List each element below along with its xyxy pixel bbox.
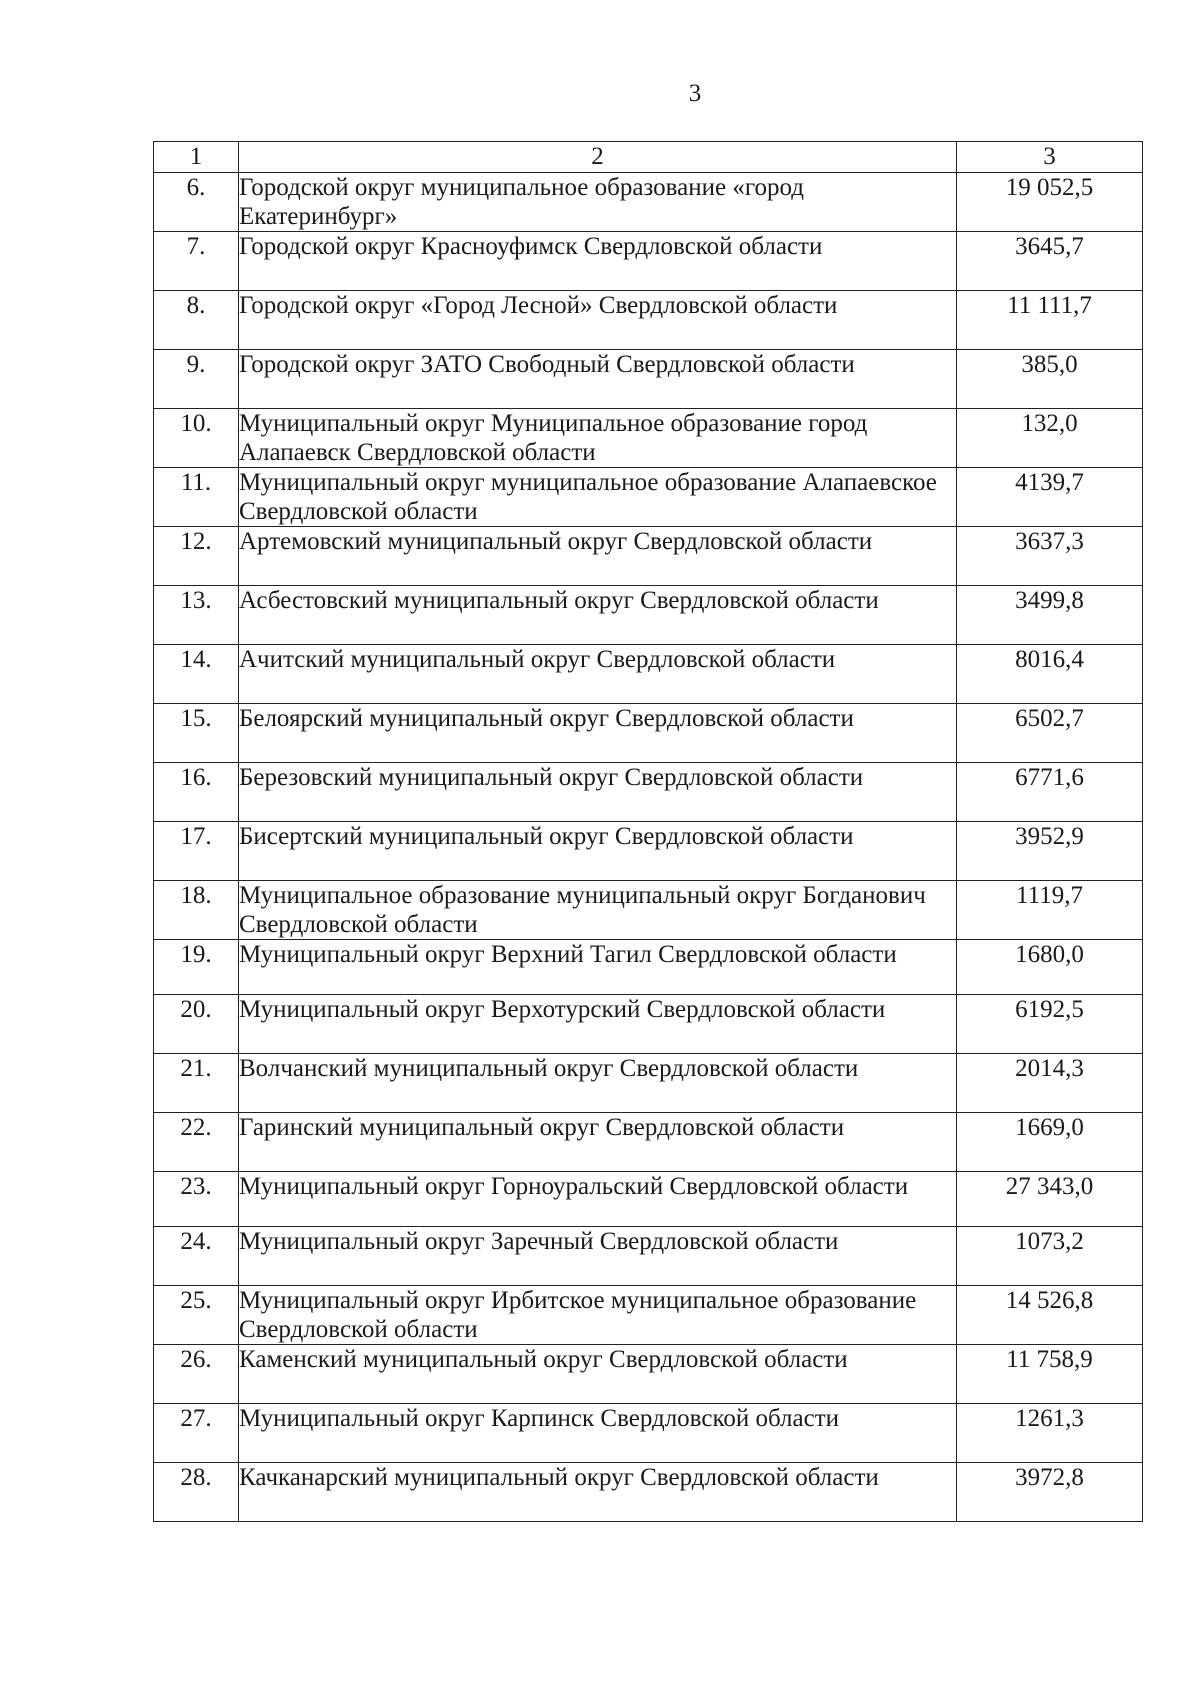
row-number: 15.: [154, 704, 239, 763]
municipality-name: Городской округ Красноуфимск Свердловской области: [239, 232, 957, 291]
municipality-name: Березовский муниципальный округ Свердловской области: [239, 763, 957, 822]
municipality-name: Муниципальный округ Ирбитское муниципальное образование Свердловской области: [239, 1286, 957, 1345]
amount-value: 11 758,9: [957, 1345, 1143, 1404]
column-header-2: 2: [239, 142, 957, 173]
municipality-name: Качканарский муниципальный округ Свердловской области: [239, 1463, 957, 1522]
amount-value: 8016,4: [957, 645, 1143, 704]
municipality-name: Артемовский муниципальный округ Свердловской области: [239, 527, 957, 586]
table-row: [154, 409, 1143, 468]
row-number: 9.: [154, 350, 239, 409]
row-number: 12.: [154, 527, 239, 586]
amount-value: 1119,7: [957, 881, 1143, 940]
amount-value: 3499,8: [957, 586, 1143, 645]
table-row: [154, 822, 1143, 881]
table-row: [154, 763, 1143, 822]
table-row: [154, 1463, 1143, 1522]
table-row: [154, 995, 1143, 1054]
municipality-name: Волчанский муниципальный округ Свердловской области: [239, 1054, 957, 1113]
municipality-name: Муниципальный округ Муниципальное образование город Алапаевск Свердловской области: [239, 409, 957, 468]
row-number: 7.: [154, 232, 239, 291]
amount-value: 3645,7: [957, 232, 1143, 291]
table-row: [154, 350, 1143, 409]
row-number: 23.: [154, 1172, 239, 1227]
row-number: 8.: [154, 291, 239, 350]
allocation-table: [153, 141, 1143, 1522]
amount-value: 1680,0: [957, 940, 1143, 995]
row-number: 20.: [154, 995, 239, 1054]
amount-value: 6502,7: [957, 704, 1143, 763]
amount-value: 14 526,8: [957, 1286, 1143, 1345]
municipality-name: Муниципальный округ Горноуральский Свердловской области: [239, 1172, 957, 1227]
row-number: 18.: [154, 881, 239, 940]
municipality-name: Гаринский муниципальный округ Свердловской области: [239, 1113, 957, 1172]
table-row: [154, 1113, 1143, 1172]
table-row: [154, 1054, 1143, 1113]
table-row: [154, 586, 1143, 645]
row-number: 25.: [154, 1286, 239, 1345]
amount-value: 27 343,0: [957, 1172, 1143, 1227]
municipality-name: Муниципальный округ Заречный Свердловской области: [239, 1227, 957, 1286]
row-number: 24.: [154, 1227, 239, 1286]
municipality-name: Муниципальный округ Карпинск Свердловской области: [239, 1404, 957, 1463]
row-number: 28.: [154, 1463, 239, 1522]
municipality-name: Муниципальный округ Верхотурский Свердловской области: [239, 995, 957, 1054]
column-header-1: 1: [154, 142, 239, 173]
table-row: [154, 291, 1143, 350]
row-number: 10.: [154, 409, 239, 468]
amount-value: 1261,3: [957, 1404, 1143, 1463]
municipality-name: Муниципальный округ Верхний Тагил Свердловской области: [239, 940, 957, 995]
table-row: [154, 881, 1143, 940]
municipality-name: Каменский муниципальный округ Свердловской области: [239, 1345, 957, 1404]
amount-value: 4139,7: [957, 468, 1143, 527]
amount-value: 6771,6: [957, 763, 1143, 822]
row-number: 22.: [154, 1113, 239, 1172]
row-number: 16.: [154, 763, 239, 822]
page-number: 3: [688, 80, 702, 107]
amount-value: 3952,9: [957, 822, 1143, 881]
row-number: 26.: [154, 1345, 239, 1404]
row-number: 6.: [154, 173, 239, 232]
municipality-name: Городской округ ЗАТО Свободный Свердловской области: [239, 350, 957, 409]
municipality-name: Городской округ муниципальное образование «город Екатеринбург»: [239, 173, 957, 232]
table-row: [154, 645, 1143, 704]
amount-value: 6192,5: [957, 995, 1143, 1054]
amount-value: 2014,3: [957, 1054, 1143, 1113]
table-row: [154, 1286, 1143, 1345]
municipality-name: Бисертский муниципальный округ Свердловской области: [239, 822, 957, 881]
table-row: [154, 1227, 1143, 1286]
municipality-name: Городской округ «Город Лесной» Свердловской области: [239, 291, 957, 350]
row-number: 11.: [154, 468, 239, 527]
row-number: 14.: [154, 645, 239, 704]
column-header-3: 3: [957, 142, 1143, 173]
municipality-name: Муниципальный округ муниципальное образование Алапаевское Свердловской области: [239, 468, 957, 527]
amount-value: 3637,3: [957, 527, 1143, 586]
amount-value: 3972,8: [957, 1463, 1143, 1522]
amount-value: 19 052,5: [957, 173, 1143, 232]
municipality-name: Белоярский муниципальный округ Свердловской области: [239, 704, 957, 763]
row-number: 13.: [154, 586, 239, 645]
table-row: [154, 232, 1143, 291]
row-number: 27.: [154, 1404, 239, 1463]
table-row: [154, 468, 1143, 527]
table-row: [154, 1172, 1143, 1227]
table-row: [154, 527, 1143, 586]
municipality-name: Ачитский муниципальный округ Свердловской области: [239, 645, 957, 704]
amount-value: 1073,2: [957, 1227, 1143, 1286]
table-row: [154, 1345, 1143, 1404]
amount-value: 1669,0: [957, 1113, 1143, 1172]
row-number: 19.: [154, 940, 239, 995]
amount-value: 385,0: [957, 350, 1143, 409]
amount-value: 11 111,7: [957, 291, 1143, 350]
table-row: [154, 173, 1143, 232]
table-header-row: [154, 142, 1143, 173]
table-row: [154, 940, 1143, 995]
municipality-name: Муниципальное образование муниципальный округ Богданович Свердловской области: [239, 881, 957, 940]
table-row: [154, 704, 1143, 763]
table-row: [154, 1404, 1143, 1463]
municipality-name: Асбестовский муниципальный округ Свердловской области: [239, 586, 957, 645]
row-number: 17.: [154, 822, 239, 881]
amount-value: 132,0: [957, 409, 1143, 468]
row-number: 21.: [154, 1054, 239, 1113]
